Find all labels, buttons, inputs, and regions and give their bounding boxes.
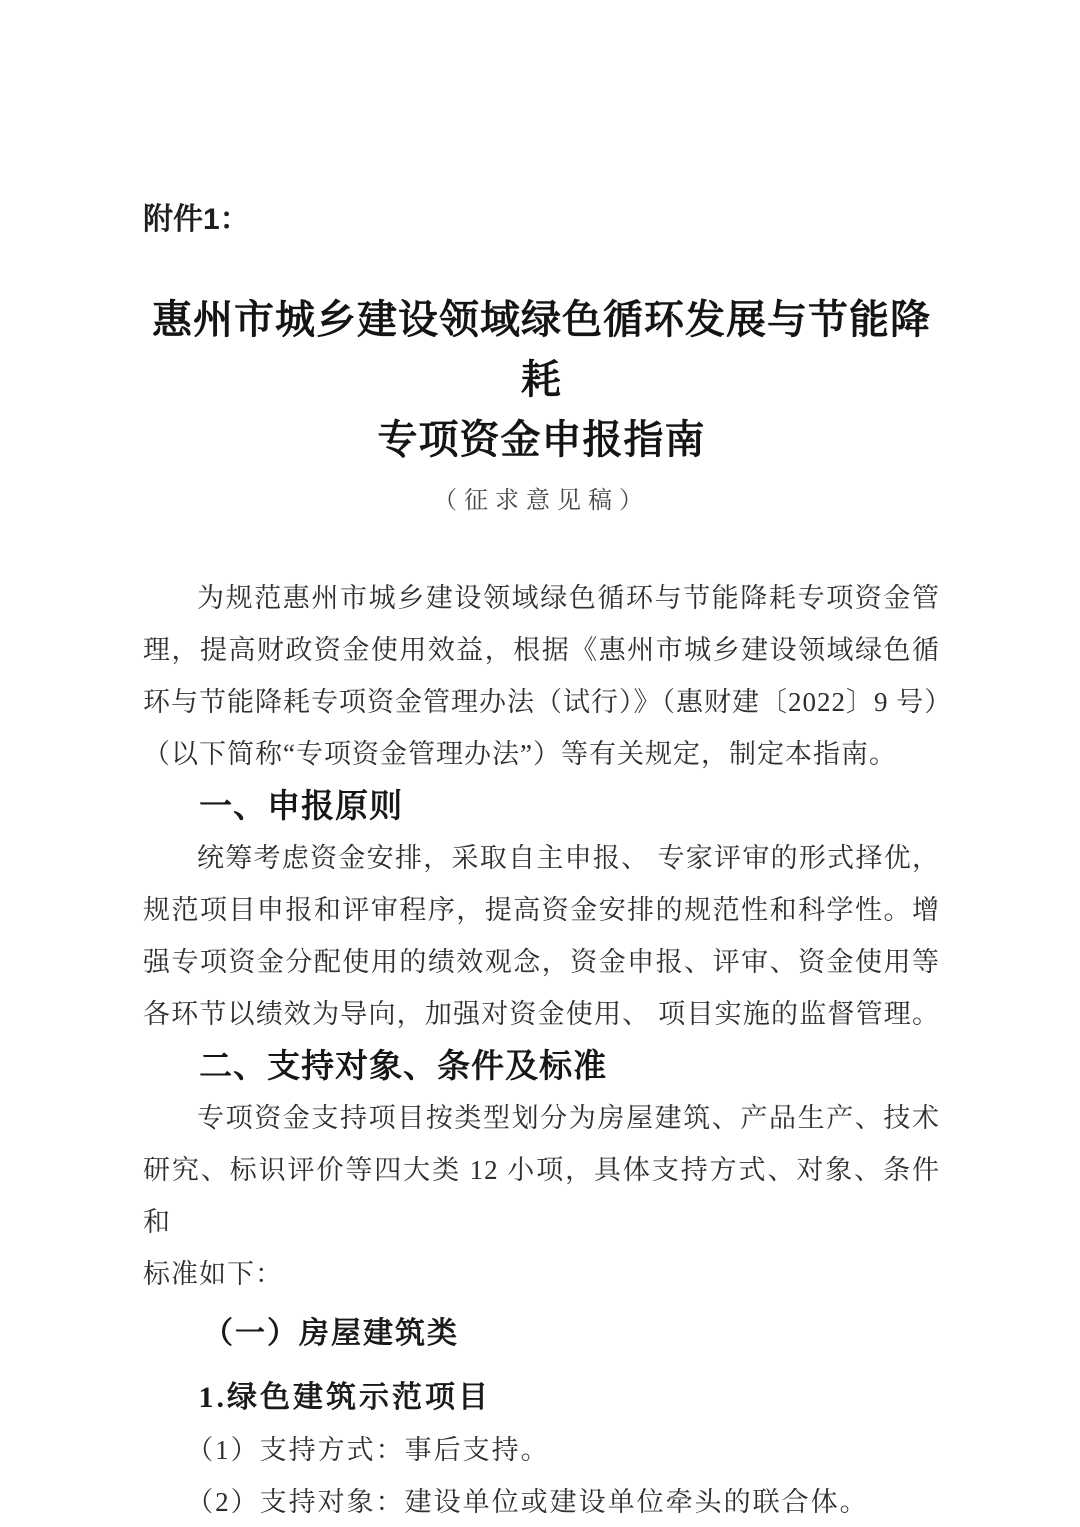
text-line: 为规范惠州市城乡建设领域绿色循环与节能降耗专项资金管 [197,583,940,613]
document-body [143,572,953,1527]
text-line: 专项资金支持项目按类型划分为房屋建筑、产品生产、技术 [197,1103,940,1133]
section-heading-1: 一、申报原则 [199,787,404,824]
attachment-label: 附件1： [143,203,250,236]
doc-title [143,290,940,470]
item-heading-green-building: 1.绿色建筑示范项目 [198,1381,491,1414]
intro-paragraph [143,572,953,780]
text-line: 统筹考虑资金安排，采取自主申报、 专家评审的形式择优， [197,843,940,873]
text-line: 规范项目申报和评审程序，提高资金安排的规范性和科学性。增 [143,895,940,925]
section1-paragraph [143,832,940,1040]
text-line: 标准如下： [143,1259,283,1289]
text-line: （2）支持对象：建设单位或建设单位牵头的联合体。 [186,1487,869,1517]
text-line: 理，提高财政资金使用效益，根据《惠州市城乡建设领域绿色循 [143,635,940,665]
text-line: 各环节以绩效为导向，加强对资金使用、 项目实施的监督管理。 [143,999,940,1029]
doc-subtitle: （征求意见稿） [433,488,650,514]
text-line: 研究、标识评价等四大类 12 小项，具体支持方式、对象、条件和 [143,1155,940,1237]
section-heading-2: 二、支持对象、条件及标准 [199,1047,608,1084]
subsection-heading-housing: （一）房屋建筑类 [203,1317,459,1350]
text-line: （以下简称“专项资金管理办法”）等有关规定，制定本指南。 [143,739,897,769]
section2-paragraph [143,1092,940,1300]
item1-points [143,1424,940,1527]
doc-title-line-1: 惠州市城乡建设领域绿色循环发展与节能降耗 [152,298,931,402]
text-line: （1）支持方式：事后支持。 [186,1435,550,1465]
text-line: 环与节能降耗专项资金管理办法（试行）》（惠财建〔2022〕9 号） [143,687,953,717]
doc-title-line-2: 专项资金申报指南 [377,418,706,462]
text-line: 强专项资金分配使用的绩效观念，资金申报、评审、资金使用等 [143,947,940,977]
